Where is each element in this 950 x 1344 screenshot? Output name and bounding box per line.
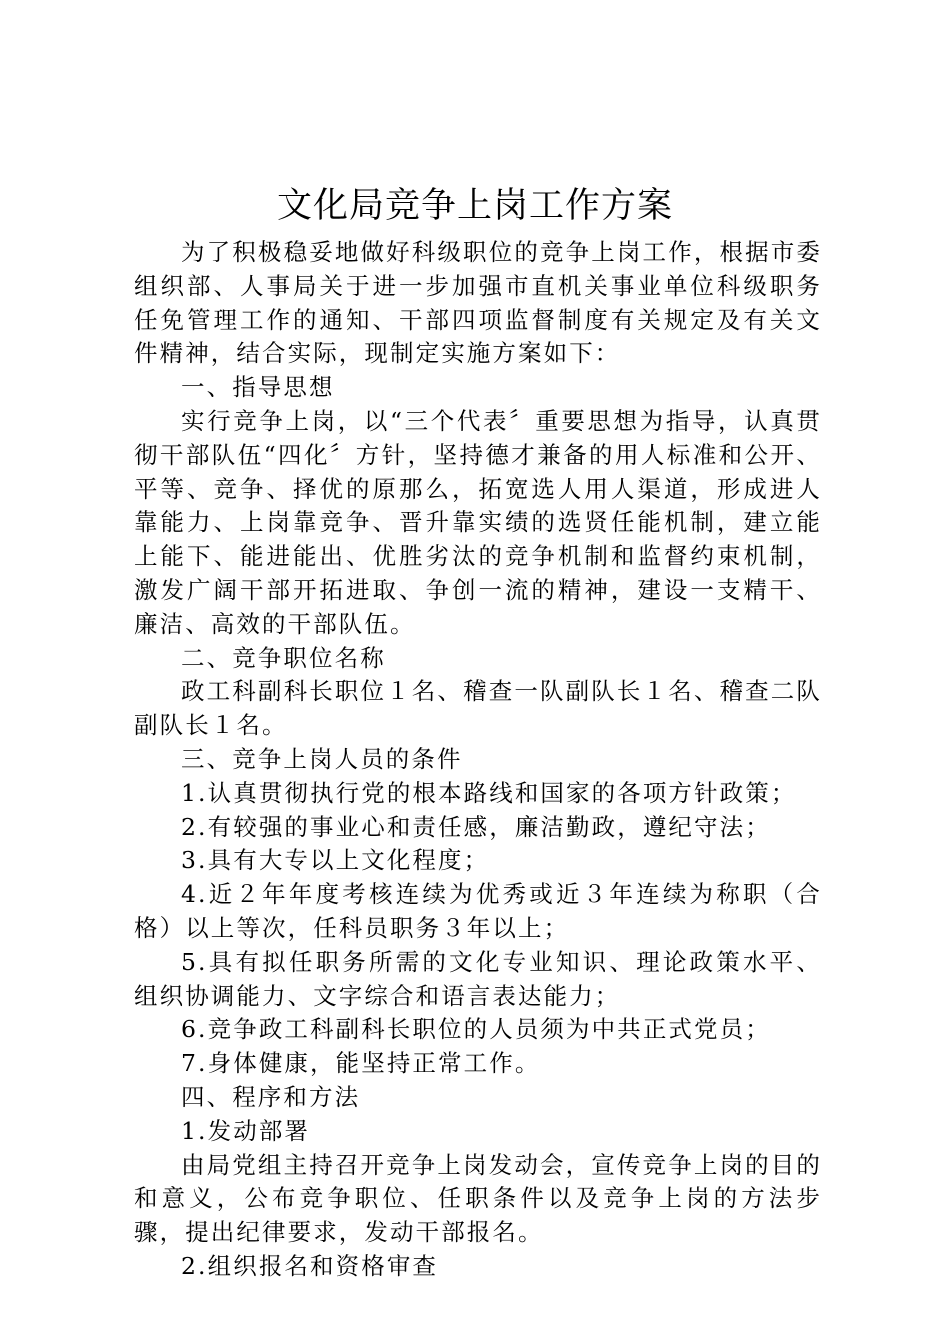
paragraph-intro: 为了积极稳妥地做好科级职位的竞争上岗工作，根据市委组织部、人事局关于进一步加强市直机关事业单位科级职务任免管理工作的通知、干部四项监督制度有关规定及有关文件精神，结合实际，现制定实施方案如下： [134,238,822,368]
paragraph-positions: 政工科副科长职位１名、稽查一队副队长１名、稽查二队副队长１名。 [134,677,822,740]
document-title: 文化局竞争上岗工作方案 [276,186,673,226]
procedure-step-2-heading: 2.组织报名和资格审查 [181,1251,439,1280]
condition-item-4: 4.近２年年度考核连续为优秀或近３年连续为称职（合格）以上等次，任科员职务３年以上； [134,880,822,942]
section-heading-conditions: 三、竞争上岗人员的条件 [181,744,463,773]
section-heading-guiding-ideology: 一、指导思想 [181,373,335,402]
condition-item-7: 7.身体健康，能坚持正常工作。 [181,1049,541,1078]
condition-item-5: 5.具有拟任职务所需的文化专业知识、理论政策水平、组织协调能力、文字综合和语言表达能力； [134,947,822,1010]
procedure-step-1-text: 由局党组主持召开竞争上岗发动会，宣传竞争上岗的目的和意义，公布竞争职位、任职条件以及竞争上岗的方法步骤，提出纪律要求，发动干部报名。 [134,1150,822,1247]
procedure-step-1-heading: 1.发动部署 [181,1116,311,1145]
paragraph-guiding-ideology: 实行竞争上岗，以“三个代表〞重要思想为指导，认真贯彻干部队伍“四化〞方针，坚持德才兼备的用人标准和公开、平等、竞争、择优的原那么，拓宽选人用人渠道，形成进人靠能力、上岗靠竞争、晋升靠实绩的选贤任能机制，建立能上能下、能进能出、优胜劣汰的竞争机制和监督约束机制，激发广阔干部开拓进取、争创一流的精神，建设一支精干、廉洁、高效的干部队伍。 [134,406,822,638]
section-heading-procedure: 四、程序和方法 [181,1082,361,1111]
condition-item-6: 6.竞争政工科副科长职位的人员须为中共正式党员； [181,1015,771,1044]
condition-item-3: 3.具有大专以上文化程度； [181,846,490,875]
section-heading-positions: 二、竞争职位名称 [181,643,386,672]
condition-item-2: 2.有较强的事业心和责任感，廉洁勤政，遵纪守法； [181,812,771,841]
condition-item-1: 1.认真贯彻执行党的根本路线和国家的各项方针政策； [181,778,797,807]
document-body [134,236,822,1284]
